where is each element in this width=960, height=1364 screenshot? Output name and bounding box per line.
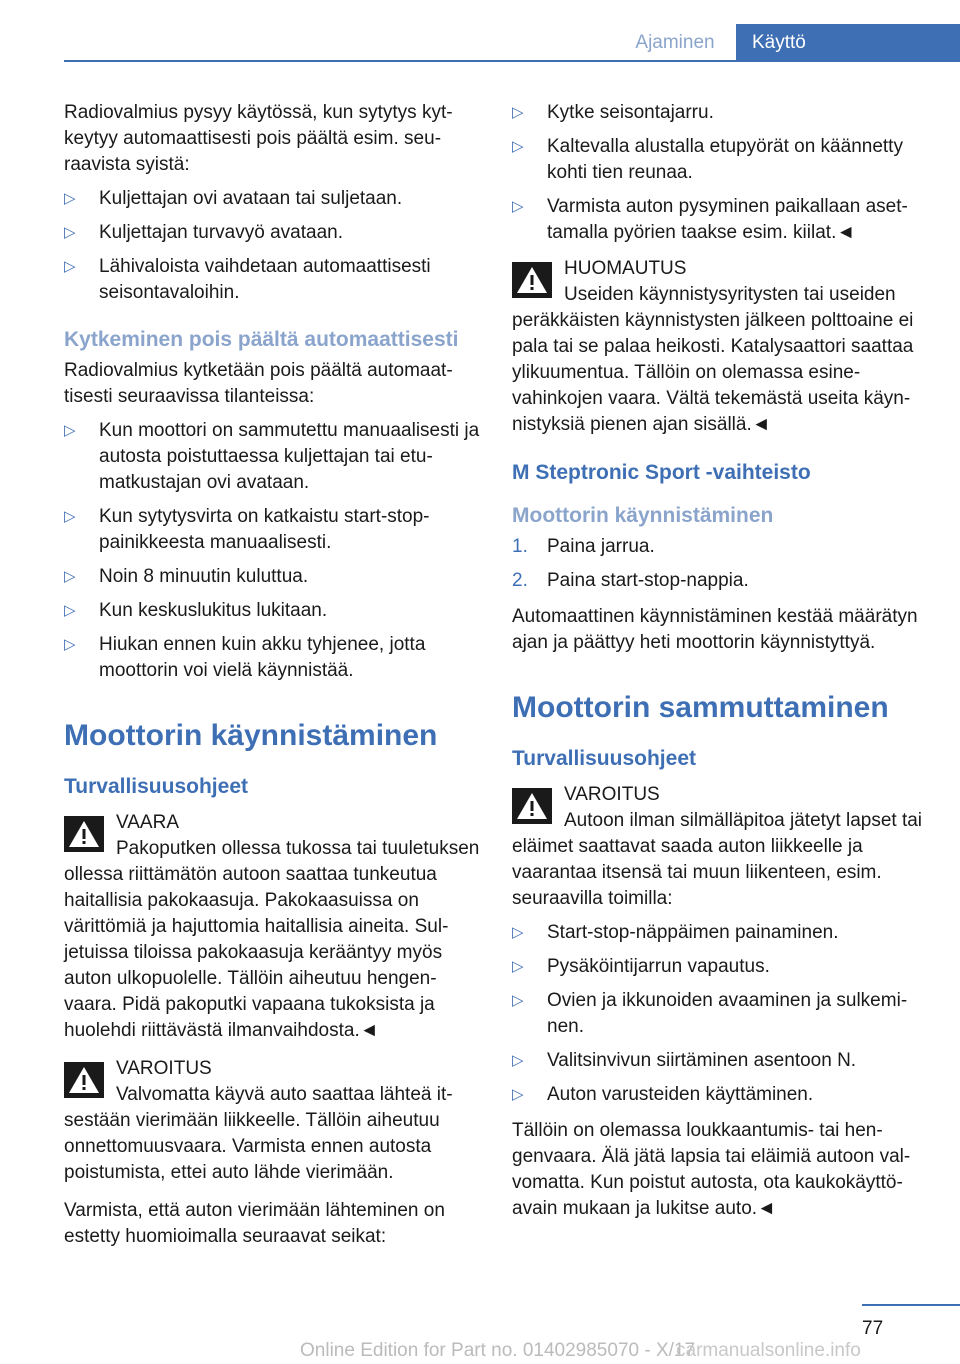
bullet-triangle-icon: ▷ bbox=[512, 924, 524, 941]
caution-warning bbox=[512, 782, 928, 912]
footer-rule bbox=[862, 1304, 960, 1306]
list-item bbox=[64, 632, 480, 684]
bullet-triangle-icon: ▷ bbox=[64, 568, 76, 585]
warning-label: VAROITUS bbox=[116, 1058, 212, 1079]
auto-start-paragraph: Automaattinen käynnistäminen kestää määrätyn ajan ja päättyy heti moottorin käynnistyttyä. bbox=[512, 606, 918, 653]
list-item-text: Kuljettajan turvavyö avataan. bbox=[99, 222, 343, 243]
list-item bbox=[512, 134, 928, 186]
warning-triangle-icon bbox=[64, 1062, 104, 1098]
list-item-text: Kuljettajan ovi avataan tai suljetaan. bbox=[99, 188, 403, 209]
steptronic-title: M Steptronic Sport -vaihteisto bbox=[512, 461, 811, 484]
list-item-text: Kun sytytysvirta on katkaistu start-stop-painikkeesta manuaalisesti. bbox=[99, 506, 430, 553]
list-item bbox=[64, 220, 480, 246]
bullet-triangle-icon: ▷ bbox=[64, 602, 76, 619]
bullet-triangle-icon: ▷ bbox=[512, 958, 524, 975]
list-item bbox=[512, 920, 928, 946]
warning-triangle-icon bbox=[64, 816, 104, 852]
bullet-triangle-icon: ▷ bbox=[64, 508, 76, 525]
section-title-start: Moottorin käynnistäminen bbox=[64, 719, 438, 752]
subsection-paragraph: Radiovalmius kytketään pois päältä automaattisesti seuraavissa tilanteissa: bbox=[64, 360, 453, 407]
header-rule bbox=[64, 60, 960, 62]
watermark: carmanualsonline.info bbox=[676, 1340, 861, 1361]
list-item bbox=[512, 100, 928, 126]
step-text: Paina start-stop-nappia. bbox=[547, 570, 749, 591]
warning-label: HUOMAUTUS bbox=[564, 258, 687, 279]
start-subtitle: Moottorin käynnistäminen bbox=[512, 504, 774, 527]
list-item-text: Hiukan ennen kuin akku tyhjenee, jotta moottorin voi vielä käynnistää. bbox=[99, 634, 426, 681]
bullet-triangle-icon: ▷ bbox=[64, 258, 76, 275]
list-item-text: Kaltevalla alustalla etupyörät on käännetty kohti tien reunaa. bbox=[547, 136, 903, 183]
warning-text: Useiden käynnistysyritysten tai useiden peräkkäisten käynnistysten jälkeen polttoaine ei pala tai se palaa heikosti. Katalysaattori saattaa ylikuumentua. Tällöin on olemassa esinevahinkojen vaara. Vältä tekemästä useita käynnistyksiä pienen ajan sisällä.◄ bbox=[512, 284, 914, 435]
list-item bbox=[64, 186, 480, 212]
list-item-text: Ovien ja ikkunoiden avaaminen ja sulkeminen. bbox=[547, 990, 908, 1037]
list-item-text: Kytke seisontajarru. bbox=[547, 102, 714, 123]
list-item bbox=[512, 954, 928, 980]
page-header bbox=[0, 24, 960, 62]
step-number: 2. bbox=[512, 570, 528, 591]
list-item-text: Kun moottori on sammutettu manuaalisesti ja autosta poistuttaessa kuljettajan tai etumatkustajan ovi avataan. bbox=[99, 420, 480, 493]
warning-label: VAARA bbox=[116, 812, 180, 833]
warning-bullet-list bbox=[512, 920, 928, 1108]
list-item bbox=[512, 988, 928, 1040]
bullet-triangle-icon: ▷ bbox=[512, 1052, 524, 1069]
notice-warning bbox=[512, 256, 928, 438]
intro-bullet-list bbox=[64, 186, 480, 306]
top-bullet-list bbox=[512, 100, 928, 246]
list-item-text: Auton varusteiden käyttäminen. bbox=[547, 1084, 814, 1105]
list-item bbox=[64, 254, 480, 306]
list-item-text: Lähivaloista vaihdetaan automaattisesti seisontavaloihin. bbox=[99, 256, 431, 303]
bullet-triangle-icon: ▷ bbox=[512, 992, 524, 1009]
list-item-text: Kun keskuslukitus lukitaan. bbox=[99, 600, 328, 621]
section-title-stop: Moottorin sammuttaminen bbox=[512, 691, 889, 724]
warning-label: VAROITUS bbox=[564, 784, 660, 805]
safety-title: Turvallisuusohjeet bbox=[512, 747, 696, 770]
list-item-text: Noin 8 minuutin kuluttua. bbox=[99, 566, 309, 587]
list-item bbox=[64, 418, 480, 496]
warning-text: Valvomatta käyvä auto saattaa lähteä itsestään vierimään liikkeelle. Tällöin aiheutuu onnettomuusvaara. Varmista ennen autosta poistumista, ettei auto lähde vierimään. bbox=[64, 1084, 453, 1183]
step-text: Paina jarrua. bbox=[547, 536, 655, 557]
subsection-bullet-list bbox=[64, 418, 480, 684]
list-item bbox=[512, 1082, 928, 1108]
bullet-triangle-icon: ▷ bbox=[512, 1086, 524, 1103]
start-steps-list bbox=[512, 534, 928, 594]
tab-kaytto[interactable]: Käyttö bbox=[736, 24, 960, 61]
list-item bbox=[64, 598, 480, 624]
caution-warning bbox=[64, 1056, 480, 1186]
right-column bbox=[512, 100, 928, 1230]
bullet-triangle-icon: ▷ bbox=[64, 224, 76, 241]
step-item bbox=[512, 534, 928, 560]
list-item bbox=[512, 1048, 928, 1074]
list-item-text: Varmista auton pysyminen paikallaan asettamalla pyörien taakse esim. kiilat.◄ bbox=[547, 196, 908, 243]
safety-title: Turvallisuusohjeet bbox=[64, 775, 248, 798]
bullet-triangle-icon: ▷ bbox=[64, 422, 76, 439]
bullet-triangle-icon: ▷ bbox=[64, 636, 76, 653]
bullet-triangle-icon: ▷ bbox=[512, 104, 524, 121]
warning-triangle-icon bbox=[512, 262, 552, 298]
list-item-text: Pysäköintijarrun vapautus. bbox=[547, 956, 770, 977]
page-number: 77 bbox=[862, 1318, 884, 1339]
subsection-title: Kytkeminen pois päältä automaattisesti bbox=[64, 328, 459, 351]
warning-triangle-icon bbox=[512, 788, 552, 824]
tab-ajaminen[interactable]: Ajaminen bbox=[614, 24, 736, 61]
step-item bbox=[512, 568, 928, 594]
bullet-triangle-icon: ▷ bbox=[64, 190, 76, 207]
closing-paragraph: Tällöin on olemassa loukkaantumis- tai hengenvaara. Älä jätä lapsia tai eläimiä autoon valvomatta. Kun poistut autosta, ota kaukokäyttöavain mukaan ja lukitse auto.◄ bbox=[512, 1120, 911, 1219]
list-item bbox=[64, 564, 480, 590]
list-item bbox=[512, 194, 928, 246]
danger-warning bbox=[64, 810, 480, 1044]
warning-text: Pakoputken ollessa tukossa tai tuuletuksen ollessa riittämätön autoon saattaa tunkeutua haitallisia pakokaasuja. Pakokaasuissa on värittömiä ja hajuttomia haitallisia aineita. Suljetuissa tiloissa pakokaasuja kerääntyy myös auton ulkopuolelle. Tällöin aiheutuu hengenvaara. Pidä pakoputki vapaana tukoksista ja huolehdi riittävästä ilmanvaihdosta.◄ bbox=[64, 838, 480, 1041]
list-item bbox=[64, 504, 480, 556]
warning-text: Autoon ilman silmälläpitoa jätetyt lapset tai eläimet saattavat saada auton liikkeelle ja vaarantaa itsensä tai muun liikenteen, esim. seuraavilla toimilla: bbox=[512, 810, 923, 909]
list-item-text: Valitsinvivun siirtäminen asentoon N. bbox=[547, 1050, 857, 1071]
edition-footer: Online Edition for Part no. 01402985070 - X/17 bbox=[300, 1340, 696, 1361]
bullet-triangle-icon: ▷ bbox=[512, 198, 524, 215]
bullet-triangle-icon: ▷ bbox=[512, 138, 524, 155]
left-column bbox=[64, 100, 480, 1258]
list-item-text: Start-stop-näppäimen painaminen. bbox=[547, 922, 839, 943]
intro-paragraph: Radiovalmius pysyy käytössä, kun sytytys kytkeytyy automaattisesti pois päältä esim. seuraavista syistä: bbox=[64, 102, 453, 175]
after-warning-paragraph: Varmista, että auton vierimään lähteminen on estetty huomioimalla seuraavat seikat: bbox=[64, 1200, 445, 1247]
step-number: 1. bbox=[512, 536, 528, 557]
